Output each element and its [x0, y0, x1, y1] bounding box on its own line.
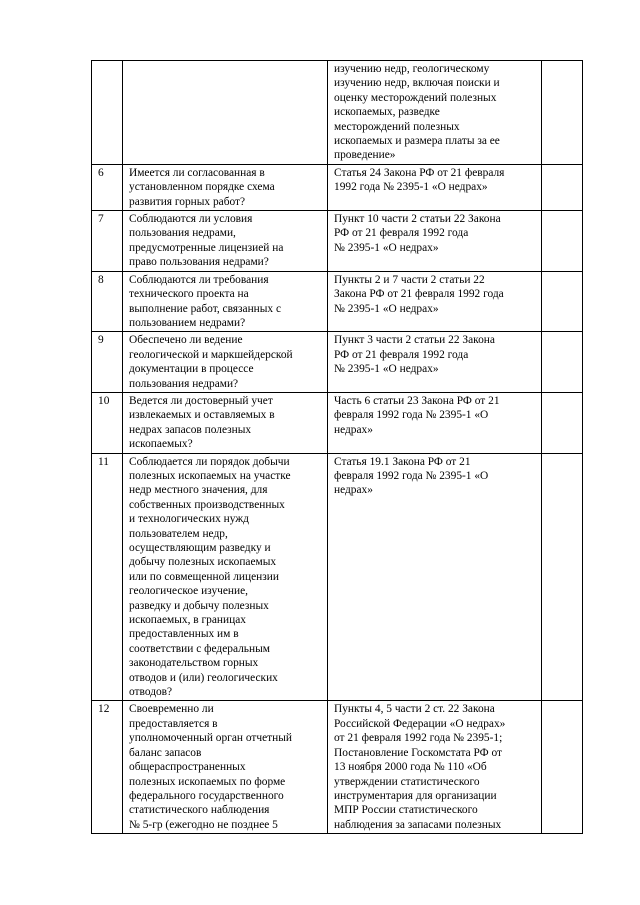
- answer-cell: [542, 392, 583, 453]
- legal-reference-cell: Статья 24 Закона РФ от 21 февраля 1992 года № 2395-1 «О недрах»: [328, 164, 542, 210]
- legal-reference-cell: Пункты 4, 5 части 2 ст. 22 Закона Российской Федерации «О недрах» от 21 февраля 1992 года № 2395-1; Постановление Госкомстата РФ от 13 ноября 2000 года № 110 «Об утверждении статистического инструментария для организации МПР России статистического наблюдения за запасами полезных: [328, 701, 542, 834]
- question-cell: Ведется ли достоверный учет извлекаемых и оставляемых в недрах запасов полезных ископаемых?: [123, 392, 328, 453]
- question-cell: Соблюдаются ли требования технического проекта на выполнение работ, связанных с пользованием недрами?: [123, 271, 328, 332]
- answer-cell: [542, 211, 583, 272]
- answer-cell: [542, 164, 583, 210]
- answer-cell: [542, 332, 583, 393]
- legal-reference-cell: Статья 19.1 Закона РФ от 21 февраля 1992 года № 2395-1 «О недрах»: [328, 453, 542, 701]
- answer-cell: [542, 61, 583, 165]
- item-number: 6: [92, 164, 123, 210]
- legal-reference-cell: Пункты 2 и 7 части 2 статьи 22 Закона РФ от 21 февраля 1992 года № 2395-1 «О недрах»: [328, 271, 542, 332]
- question-cell: [123, 61, 328, 165]
- question-cell: Своевременно ли предоставляется в уполномоченный орган отчетный баланс запасов общераспространенных полезных ископаемых по форме федерального государственного статистического наблюдения № 5-гр (ежегодно не позднее 5: [123, 701, 328, 834]
- item-number: 12: [92, 701, 123, 834]
- table-row: [92, 211, 583, 272]
- item-number: 10: [92, 392, 123, 453]
- table-row: [92, 61, 583, 165]
- legal-reference-cell: Пункт 10 части 2 статьи 22 Закона РФ от 21 февраля 1992 года № 2395-1 «О недрах»: [328, 211, 542, 272]
- table-row: [92, 453, 583, 701]
- question-cell: Соблюдается ли порядок добычи полезных ископаемых на участке недр местного значения, для собственных производственных и технологических нужд пользователем недр, осуществляющим разведку и добычу полезных ископаемых или по совмещенной лицензии геологическое изучение, разведку и добычу полезных ископаемых, в границах предоставленных им в соответствии с федеральным законодательством горных отводов и (или) геологических отводов?: [123, 453, 328, 701]
- question-cell: Имеется ли согласованная в установленном порядке схема развития горных работ?: [123, 164, 328, 210]
- legal-reference-cell: изучению недр, геологическому изучению недр, включая поиски и оценку месторождений полезных ископаемых, разведке месторождений полезных ископаемых и размера платы за ее проведение»: [328, 61, 542, 165]
- legal-reference-cell: Часть 6 статьи 23 Закона РФ от 21 февраля 1992 года № 2395-1 «О недрах»: [328, 392, 542, 453]
- item-number: 11: [92, 453, 123, 701]
- answer-cell: [542, 271, 583, 332]
- question-cell: Соблюдаются ли условия пользования недрами, предусмотренные лицензией на право пользования недрами?: [123, 211, 328, 272]
- item-number: 9: [92, 332, 123, 393]
- item-number: [92, 61, 123, 165]
- question-cell: Обеспечено ли ведение геологической и маркшейдерской документации в процессе пользования недрами?: [123, 332, 328, 393]
- answer-cell: [542, 453, 583, 701]
- table-row: [92, 392, 583, 453]
- table-row: [92, 271, 583, 332]
- requirements-table: [91, 60, 583, 834]
- table-row: [92, 164, 583, 210]
- answer-cell: [542, 701, 583, 834]
- legal-reference-cell: Пункт 3 части 2 статьи 22 Закона РФ от 21 февраля 1992 года № 2395-1 «О недрах»: [328, 332, 542, 393]
- table-row: [92, 701, 583, 834]
- table-row: [92, 332, 583, 393]
- item-number: 7: [92, 211, 123, 272]
- item-number: 8: [92, 271, 123, 332]
